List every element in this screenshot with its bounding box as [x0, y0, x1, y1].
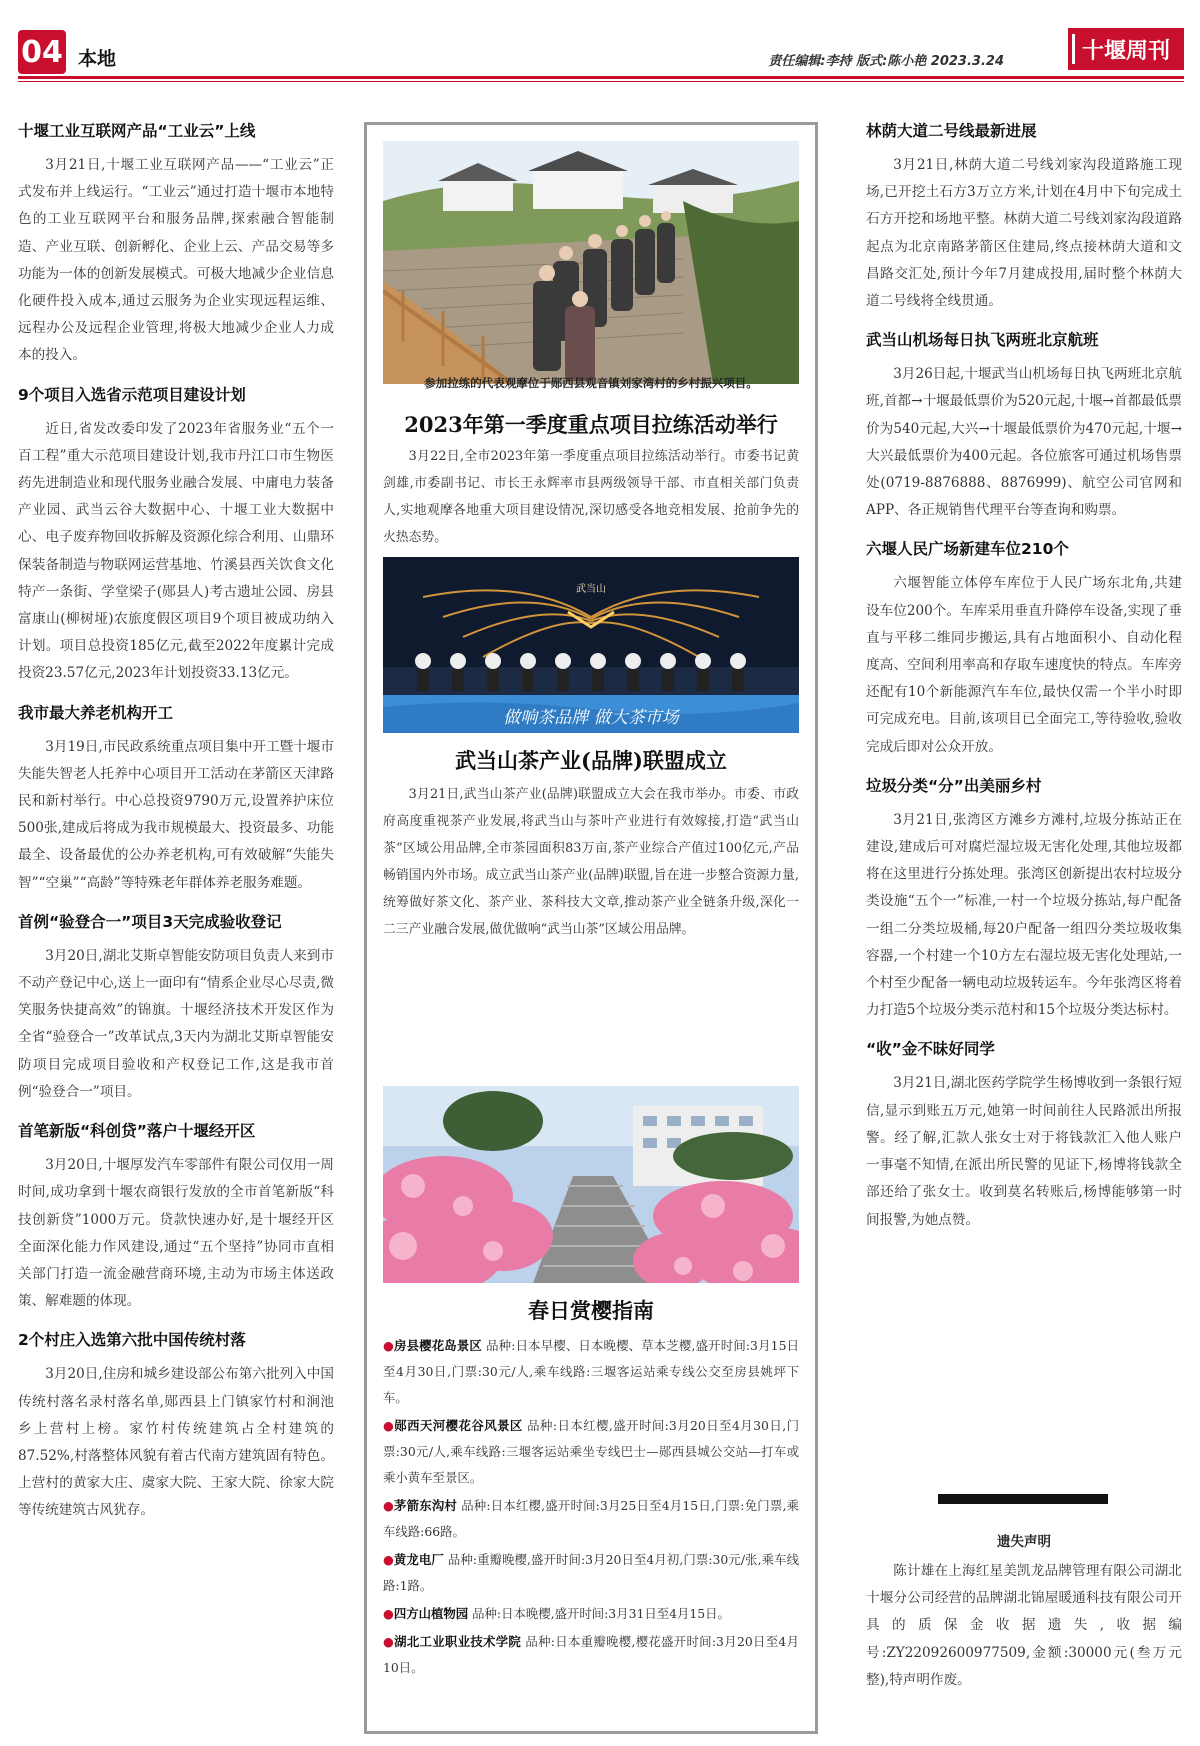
news-item	[866, 775, 1182, 1025]
news-title: 2个村庄入选第六批中国传统村落	[18, 1331, 246, 1350]
stage-banner-text: 做响茶品牌 做大茶市场	[503, 708, 679, 728]
bullet-icon: ●	[383, 1418, 395, 1433]
spot-name: 四方山植物园	[393, 1606, 469, 1621]
news-body: 3月19日,市民政系统重点项目集中开工暨十堰市失能失智老人托养中心项目开工活动在茅箭区天津路民和新村举行。中心总投资9790万元,设置养护床位500张,建成后将成为我市规模最大、投资最多、功能最全、设备最优的公办养老机构,可有效破解“失能失智”“空巢”“高龄”等特殊老年群体养老服务难题。	[18, 738, 334, 891]
photo-village-tour	[383, 141, 799, 384]
news-item	[866, 329, 1182, 524]
bullet-icon: ●	[383, 1338, 394, 1353]
news-title: “收”金不昧好同学	[866, 1040, 995, 1059]
cherry-guide-list	[383, 1333, 799, 1683]
tea-alliance-image	[383, 557, 799, 733]
news-body: 3月21日,张湾区方滩乡方滩村,垃圾分拣站正在建设,建成后可对腐烂湿垃圾无害化处理,其他垃圾都将在这里进行分拣处理。张湾区创新提出农村垃圾分类设施“五个一”标准,一村一个垃圾分拣站,每户配备一组二分类垃圾桶,每20户配备一组四分类垃圾收集容器,一个村建一个10方左右湿垃圾无害化处理站,一个村至少配备一辆电动垃圾转运车。今年张湾区将着力打造5个垃圾分类示范村和15个垃圾分类达标村。	[866, 811, 1182, 1019]
news-item	[866, 538, 1182, 760]
photo-caption: 参加拉练的代表观摩位于郧西县观音镇刘家湾村的乡村振兴项目。	[424, 376, 758, 390]
bullet-icon: ●	[383, 1552, 394, 1567]
cherry-blossom-image	[383, 1086, 799, 1283]
village-tour-image	[383, 141, 799, 384]
news-item	[18, 911, 334, 1106]
photo-tea-alliance	[383, 557, 799, 733]
section-name: 本地	[78, 48, 117, 70]
bullet-icon: ●	[383, 1498, 395, 1513]
spot-name: 茅箭东沟村	[394, 1498, 458, 1513]
news-body: 3月20日,住房和城乡建设部公布第六批列入中国传统村落名录村落名单,郧西县上门镇家竹村和涧池乡上营村上榜。家竹村传统建筑占全村建筑的87.52%,村落整体风貌有着古代南方建筑固有特色。上营村的黄家大庄、虞家大院、王家大院、徐家大院等传统建筑古风犹存。	[18, 1366, 334, 1519]
feature-box	[364, 122, 818, 1734]
news-title: 我市最大养老机构开工	[18, 703, 174, 722]
editor-credits: 责任编辑:李持 版式:陈小艳 2023.3.24	[768, 54, 1004, 69]
news-title: 首例“验登合一”项目3天完成验收登记	[18, 912, 282, 931]
guide-title: 春日赏樱指南	[528, 1298, 654, 1323]
news-body: 六堰智能立体停车库位于人民广场东北角,共建设车位200个。车库采用垂直升降停车设备,实现了垂直与平移二维同步搬运,具有占地面积小、自动化程度高、空间利用率高和存取车速度快的特点。车库旁还配有10个新能源汽车车位,最快仅需一个半小时即可完成充电。目前,该项目已全面完工,等待验收,验收完成后即对公众开放。	[866, 575, 1182, 755]
news-title: 9个项目入选省示范项目建设计划	[18, 385, 246, 404]
article-body: 3月21日,武当山茶产业(品牌)联盟成立大会在我市举办。市委、市政府高度重视茶产业发展,将武当山与茶叶产业进行有效嫁接,打造“武当山茶”区域公用品牌,全市茶园面积83万亩,茶产业综合产值过100亿元,产品畅销国内外市场。成立武当山茶产业(品牌)联盟,旨在进一步整合资源力量,统筹做好茶文化、茶产业、茶科技大文章,推动茶产业全链条升级,深化一二三产业融合发展,做优做响“武当山茶”区域公用品牌。	[383, 787, 799, 937]
news-item	[18, 1329, 334, 1524]
list-item	[383, 1493, 799, 1545]
news-body: 3月21日,十堰工业互联网产品——“工业云”正式发布并上线运行。“工业云”通过打造十堰市本地特色的工业互联网平台和服务品牌,探索融合智能制造、产业互联、创新孵化、企业上云、产品交易等多功能为一体的创新发展模式。可极大地减少企业信息化硬件投入成本,通过云服务为企业实现远程运维、远程办公及远程企业管理,将极大地减少企业人力成本的投入。	[18, 157, 334, 364]
news-item	[18, 384, 334, 688]
news-body: 3月20日,湖北艾斯卓智能安防项目负责人来到市不动产登记中心,送上一面印有“情系企业尽心尽责,微笑服务快捷高效”的锦旗。十堰经济技术开发区作为全省“验登合一”改革试点,3天内为湖北艾斯卓智能安防项目完成项目验收和产权登记工作,这是我市首例“验登合一”项目。	[18, 947, 334, 1100]
list-item	[383, 1601, 799, 1627]
spot-detail: 品种:日本红樱,盛开时间:3月20日至4月30日,门票:30元/人,乘车线路:三堰客运站乘坐专线巴士—郧西县城公交站—打车或乘小黄车至景区。	[383, 1418, 800, 1485]
news-item	[866, 120, 1182, 315]
article-title: 武当山茶产业(品牌)联盟成立	[455, 748, 727, 773]
spot-name: 房县樱花岛景区	[394, 1338, 482, 1353]
page-number: 04	[18, 30, 66, 74]
news-body: 3月26日起,十堰武当山机场每日执飞两班北京航班,首都→十堰最低票价为520元起,十堰→首都最低票价为540元起,大兴→十堰最低票价为470元起,十堰→大兴最低票价为400元起。各位旅客可通过机场售票处(0719-8876888、8876999)、航空公司官网和APP、各正规销售代理平台等查询和购票。	[866, 366, 1182, 519]
news-title: 林荫大道二号线最新进展	[866, 122, 1037, 140]
news-item	[18, 702, 334, 897]
news-item	[18, 1120, 334, 1315]
spot-name: 黄龙电厂	[393, 1552, 444, 1567]
news-title: 垃圾分类“分”出美丽乡村	[866, 776, 1042, 795]
news-title: 武当山机场每日执飞两班北京航班	[866, 331, 1099, 350]
article-title: 2023年第一季度重点项目拉练活动举行	[404, 412, 778, 437]
list-item	[383, 1547, 799, 1599]
masthead-text: 十堰周刊	[1081, 37, 1170, 64]
spot-detail: 品种:日本重瓣晚樱,樱花盛开时间:3月20日至4月10日。	[383, 1634, 800, 1675]
list-item	[383, 1333, 799, 1411]
news-item	[18, 120, 334, 370]
spot-detail: 品种:重瓣晚樱,盛开时间:3月20日至4月初,门票:30元/张,乘车线路:1路。	[383, 1552, 799, 1593]
news-title: 六堰人民广场新建车位210个	[866, 540, 1069, 559]
spot-detail: 品种:日本红樱,盛开时间:3月25日至4月15日,门票:免门票,乘车线路:66路。	[383, 1498, 800, 1539]
photo-cherry-blossom	[383, 1086, 799, 1283]
list-item	[383, 1413, 799, 1491]
news-body: 3月21日,林荫大道二号线刘家沟段道路施工现场,已开挖土石方3万立方米,计划在4月中下旬完成土石方开挖和场地平整。林荫大道二号线刘家沟段道路起点为北京南路茅箭区住建局,终点接林荫大道和文昌路交汇处,预计今年7月建成投用,届时整个林荫大道二号线将全线贯通。	[866, 157, 1182, 310]
right-news-column	[866, 120, 1182, 1240]
spot-detail: 品种:日本早樱、日本晚樱、草本芝樱,盛开时间:3月15日至4月30日,门票:30元/人,乘车线路:三堰客运站乘专线公交至房县姚坪下车。	[383, 1338, 800, 1405]
news-body: 近日,省发改委印发了2023年省服务业“五个一百工程”重大示范项目建设计划,我市丹江口市生物医药先进制造业和现代服务业融合发展、中庸电力装备产业园、武当云谷大数据中心、十堰工业大数据中心、电子废弃物回收拆解及资源化综合利用、山鼎环保装备制造与物联网运营基地、竹溪县西关饮食文化特产一条街、学堂梁子(郧县人)考古遗址公园、房县富康山(柳树垭)农旅度假区项目9个项目被成功纳入计划。项目总投资185亿元,截至2022年度累计完成投资23.57亿元,2023年计划投资33.13亿元。	[18, 420, 334, 682]
notice-title: 遗失声明	[997, 1534, 1051, 1550]
notice-divider-bar	[938, 1494, 1108, 1504]
notice-body: 陈计雄在上海红星美凯龙品牌管理有限公司湖北十堰分公司经营的品牌湖北锦屋暖通科技有限公司开具的质保金收据遗失,收据编号:ZY22092600977509,金额:30000元(叁万元整),特声明作废。	[866, 1563, 1182, 1688]
news-body: 3月21日,湖北医药学院学生杨博收到一条银行短信,显示到账五万元,她第一时间前往人民路派出所报警。经了解,汇款人张女士对于将钱款汇入他人账户一事毫不知情,在派出所民警的见证下,杨博将钱款全部还给了张女士。收到莫名转账后,杨博能够第一时间报警,为她点赞。	[866, 1075, 1182, 1228]
news-body: 3月20日,十堰厚发汽车零部件有限公司仅用一周时间,成功拿到十堰农商银行发放的全市首笔新版“科技创新贷”1000万元。贷款快速办好,是十堰经开区全面深化能力作风建设,通过“五个坚持”协同市直相关部门打造一流金融营商环境,主动为市场主体送政策、解难题的体现。	[18, 1157, 334, 1310]
news-title: 首笔新版“科创贷”落户十堰经开区	[18, 1122, 256, 1141]
news-item	[866, 1038, 1182, 1233]
stage-logo-text: 武当山	[576, 584, 606, 595]
bullet-icon: ●	[383, 1634, 395, 1649]
list-item	[383, 1629, 799, 1681]
article-body: 3月22日,全市2023年第一季度重点项目拉练活动举行。市委书记黄剑雄,市委副书记、市长王永辉率市县两级领导干部、市直相关部门负责人,实地观摩各地重大项目建设情况,深切感受各地竞相发展、抢前争先的火热态势。	[383, 449, 799, 545]
bullet-icon: ●	[383, 1606, 394, 1621]
masthead-logo	[1068, 28, 1184, 70]
spot-detail: 品种:日本晚樱,盛开时间:3月31日至4月15日。	[472, 1606, 730, 1621]
spot-name: 郧西天河樱花谷风景区	[394, 1418, 523, 1433]
header-rule-thin	[18, 81, 1184, 82]
spot-name: 湖北工业职业技术学院	[394, 1634, 522, 1649]
left-news-column	[18, 120, 334, 1531]
header-rule	[18, 76, 1184, 79]
news-title: 十堰工业互联网产品“工业云”上线	[18, 122, 256, 140]
